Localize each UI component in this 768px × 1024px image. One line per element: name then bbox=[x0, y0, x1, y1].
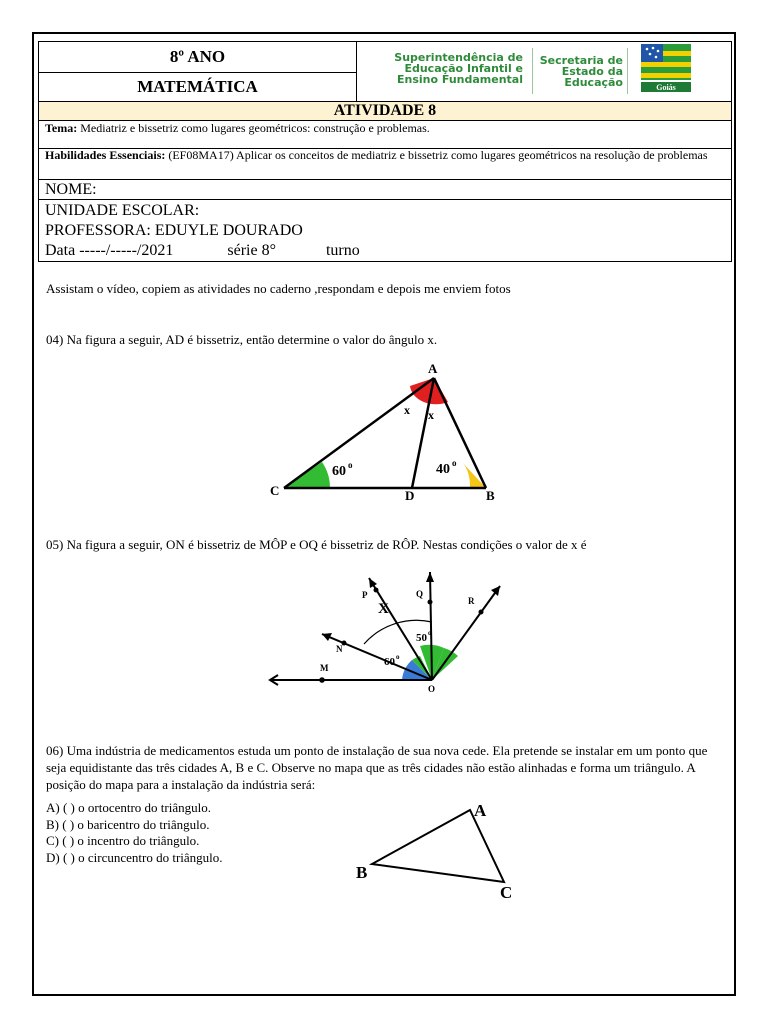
question-4-figure bbox=[260, 358, 510, 508]
tema-label: Tema: bbox=[45, 121, 78, 135]
tema-cell bbox=[39, 121, 732, 149]
habilidades-text: (EF08MA17) Aplicar os conceitos de mediatriz e bissetriz como lugares geométricos na resolução de problemas bbox=[168, 148, 708, 162]
header-table bbox=[38, 41, 732, 262]
angle-60-label: 60 bbox=[384, 656, 395, 668]
svg-text:Goiás: Goiás bbox=[656, 83, 676, 92]
grade-cell: 8º ANO bbox=[39, 42, 357, 73]
vertex-c-label: C bbox=[270, 483, 280, 498]
nome-field: NOME: bbox=[39, 180, 732, 200]
logo-superintendencia: Superintendência de Educação Infantil e Ensino Fundamental bbox=[394, 51, 523, 86]
ray-m-label: M bbox=[320, 663, 329, 673]
logo-secretaria: Secretaria de Estado da Educação bbox=[539, 54, 623, 89]
angle-b-degree: o bbox=[452, 458, 457, 468]
angle-50-degree: o bbox=[428, 629, 432, 637]
option-c[interactable]: C) ( ) o incentro do triângulo. bbox=[46, 833, 200, 848]
city-b-label: B bbox=[356, 863, 368, 882]
angle-b-label: 40 bbox=[436, 462, 450, 477]
logos-cell bbox=[357, 42, 732, 102]
question-6-options bbox=[46, 800, 223, 866]
data-field: Data -----/-----/2021 bbox=[45, 242, 174, 259]
ray-n-label: N bbox=[336, 644, 343, 654]
option-a[interactable]: A) ( ) o ortocentro do triângulo. bbox=[46, 800, 211, 815]
turno-field: turno bbox=[325, 242, 360, 259]
angle-60-degree: o bbox=[396, 653, 400, 661]
angle-50-label: 50 bbox=[416, 632, 427, 644]
professora: PROFESSORA: EDUYLE DOURADO bbox=[45, 222, 303, 239]
logo-divider bbox=[532, 48, 533, 94]
ray-r-label: R bbox=[468, 596, 475, 606]
data-line bbox=[45, 241, 725, 261]
activity-title: ATIVIDADE 8 bbox=[39, 102, 732, 121]
vertex-b-label: B bbox=[486, 488, 495, 503]
question-5-text: 05) Na figura a seguir, ON é bissetriz de MÔP e OQ é bissetriz de RÔP. Nestas condições o valor de x é bbox=[46, 537, 587, 552]
serie-field: série 8° bbox=[227, 242, 276, 259]
angle-x-label: X bbox=[378, 601, 389, 617]
instructions: Assistam o vídeo, copiem as atividades no caderno ,respondam e depois me enviem fotos bbox=[46, 281, 511, 296]
goias-flag-icon bbox=[641, 44, 699, 98]
habilidades-label: Habilidades Essenciais: bbox=[45, 148, 166, 162]
habilidades-cell bbox=[39, 149, 732, 180]
subject-cell: MATEMÁTICA bbox=[39, 73, 357, 102]
question-6-triangle bbox=[350, 796, 530, 900]
question-4-text: 04) Na figura a seguir, AD é bissetriz, então determine o valor do ângulo x. bbox=[46, 332, 438, 347]
option-d[interactable]: D) ( ) o circuncentro do triângulo. bbox=[46, 849, 223, 865]
school-info-cell bbox=[39, 200, 732, 262]
option-b[interactable]: B) ( ) o baricentro do triângulo. bbox=[46, 816, 210, 832]
ray-p-label: P bbox=[362, 590, 368, 600]
logo-divider-2 bbox=[627, 48, 628, 94]
vertex-o-label: O bbox=[428, 684, 436, 694]
ray-q-label: Q bbox=[416, 589, 424, 599]
angle-x1-label: x bbox=[404, 403, 410, 417]
vertex-a-label: A bbox=[428, 361, 438, 376]
city-a-label: A bbox=[474, 801, 487, 820]
angle-x2-label: x bbox=[428, 408, 434, 422]
point-d-label: D bbox=[405, 488, 415, 503]
city-c-label: C bbox=[500, 883, 513, 900]
tema-text: Mediatriz e bissetriz como lugares geométricos: construção e problemas. bbox=[80, 121, 430, 135]
angle-c-degree: o bbox=[348, 460, 353, 470]
question-5-figure bbox=[262, 562, 512, 697]
question-6-text: 06) Uma indústria de medicamentos estuda um ponto de instalação de sua nova cede. Ela pretende se instalar em um ponto que seja equidistante das três cidades A, B e C. Observe no mapa que as três cidades não estão alinhadas e forma um triângulo. A posição do mapa para a instalação da indústria será: bbox=[46, 743, 708, 792]
unidade-escolar: UNIDADE ESCOLAR: bbox=[45, 202, 200, 219]
angle-c-label: 60 bbox=[332, 464, 346, 479]
